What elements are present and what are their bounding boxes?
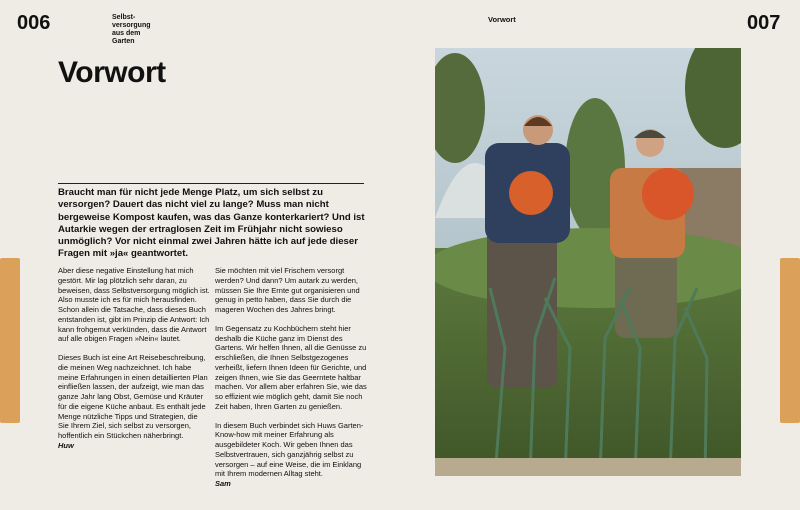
page-number-right: 007 — [747, 12, 781, 34]
running-head-line: aus dem — [112, 30, 141, 37]
paragraph: In diesem Buch verbindet sich Huws Garten-Know-how mit meiner Erfahrung als ausgebildeter Koch. Wir geben Ihnen das Selbstvertrauen, sich ganzjährig selbst zu versorgen – auf eine Weise, die im Einklang mit Ihrem modernen Alltag steht. — [215, 420, 364, 479]
signature-sam: Sam — [215, 479, 231, 488]
left-edge-tab — [0, 258, 20, 423]
running-head-line: Garten — [112, 38, 135, 45]
page-title: Vorwort — [58, 56, 166, 89]
paragraph: Im Gegensatz zu Kochbüchern steht hier deshalb die Küche ganz im Dienst des Gartens. Wir helfen Ihnen, all die Genüsse zu erschließen, die Ihnen Selbstgezogenes verheißt, liefern Ihnen Ideen für Gerichte, und zeigen Ihnen, wie Sie das Geerntete haltbar machen. Vor allem aber erfahren Sie, wie das so effizient wie möglich geht, damit Sie noch Zeit haben, Ihren Garten zu genießen. — [215, 323, 367, 411]
running-head-line: versorgung — [112, 22, 151, 29]
paragraph: Sie möchten mit viel Frischem versorgt werden? Und dann? Um autark zu werden, müssen Sie Ihre Ernte gut organisieren und genug in petto haben, dass Sie durch die mageren Wochen des Jahres bringt. — [215, 266, 360, 314]
running-head-right: Vorwort — [488, 15, 516, 24]
paragraph: Aber diese negative Einstellung hat mich gestört. Mir lag plötzlich sehr daran, zu beweisen, dass Selbstversorgung möglich ist. Also musste ich es für mich herausfinden. Schon allein die Tatsache, dass dieses Buch entstanden ist, gibt im Prinzip die Antwort: Ich kann frohgemut verkünden, dass die Antwort auf alle obigen Fragen »Nein« lautet. — [58, 266, 210, 344]
garden-photo — [435, 48, 741, 476]
right-edge-tab — [780, 258, 800, 423]
running-head-line: Selbst- — [112, 14, 136, 21]
running-head-left — [112, 14, 151, 46]
text-column-1 — [58, 266, 210, 451]
garden-photo-illustration — [435, 48, 741, 476]
intro-paragraph: Braucht man für nicht jede Menge Platz, um sich selbst zu versorgen? Dauert das nicht viel zu lange? Muss man nicht bergeweise Kompost kaufen, was das Ganze konterkariert? Und ist Autarkie wegen der ertraglosen Zeit im Frühjahr nicht sowieso unmöglich? Vor nicht einmal zwei Jahren hätte ich auf jede dieser Fragen mit »ja« geantwortet. — [58, 187, 365, 260]
signature-huw: Huw — [58, 440, 74, 450]
paragraph: Dieses Buch ist eine Art Reisebeschreibung, die meinen Weg nachzeichnet. Ich habe meine Erfahrungen in einen detaillierten Plan einfließen lassen, der aufzeigt, wie man das ganze Jahr lang Obst, Gemüse und Kräuter für die eigene Küche anbaut. Es enthält jede Menge nützliche Tipps und Strategien, die Sie Ihrem Ziel, sich selbst zu versorgen, hoffentlich ein Stückchen näherbringt. — [58, 353, 208, 440]
page-number-left: 006 — [17, 12, 51, 34]
text-column-2 — [215, 266, 367, 489]
intro-divider — [58, 183, 364, 184]
